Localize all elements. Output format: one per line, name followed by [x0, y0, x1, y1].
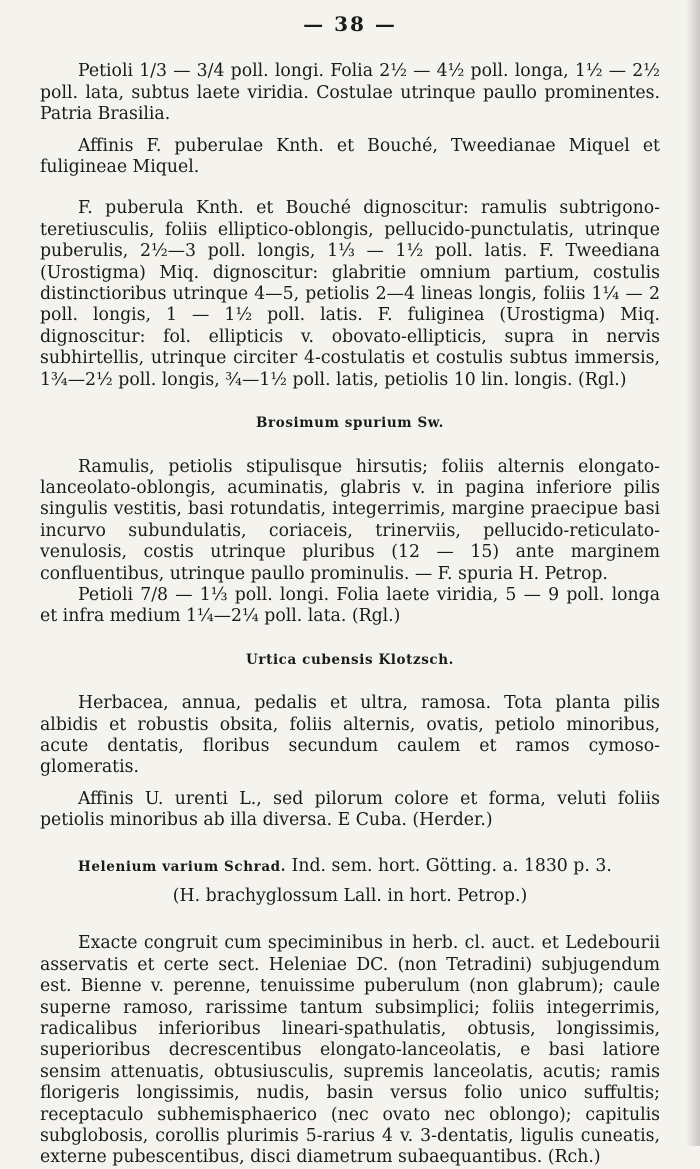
heading-urtica: Urtica cubensis Klotzsch. — [246, 651, 454, 668]
page-edge-shadow — [686, 0, 700, 1146]
helenium-synonym: (H. brachyglossum Lall. in hort. Petrop.) — [172, 886, 528, 906]
paragraph-affinis-ficus: Affinis F. puberulae Knth. et Bouché, Tweedianae Miquel et fuligineae Miquel. — [40, 135, 660, 178]
heading-brosimum: Brosimum spurium Sw. — [256, 415, 444, 432]
heading-helenium: Helenium varium Schrad. — [78, 858, 287, 875]
paragraph-urtica-description: Herbacea, annua, pedalis et ultra, ramosa. Tota planta pilis albidis et robustis obsita, foliis alternis, ovatis, petiolo minoribus, acute dentatis, floribus secundum caulem et ramos cymoso-glomeratis. — [40, 693, 660, 778]
paragraph-urtica-affinis: Affinis U. urenti L., sed pilorum colore et forma, veluti foliis petiolis minoribus ab illa diversa. E Cuba. (Herder.) — [40, 788, 660, 831]
paragraph-petioli: Petioli 1/3 — 3/4 poll. longi. Folia 2½ — 4½ poll. longa, 1½ — 2½ poll. lata, subtus laete viridia. Costulae utrinque paullo prominentes. Patria Brasilia. — [40, 61, 660, 125]
paragraph-brosimum-petioli: Petioli 7/8 — 1⅓ poll. longi. Folia laete viridia, 5 — 9 poll. longa et infra medium 1¼—2¼ poll. lata. (Rgl.) — [40, 584, 660, 627]
paragraph-brosimum-description: Ramulis, petiolis stipulisque hirsutis; foliis alternis elongato-lanceolato-oblongis, acuminatis, glabris v. in pagina inferiore pilis singulis vestitis, basi rotundatis, integerrimis, margine praecipue basi incurvo subundulatis, coriaceis, trinerviis, pellucido-reticulato-venulosis, costis utrinque pluribus (12 — 15) ante marginem confluentibus, utrinque paullo prominulis. — F. spuria H. Petrop. — [40, 456, 660, 584]
helenium-reference: Ind. sem. hort. Götting. a. 1830 p. 3. — [291, 855, 612, 876]
page-number: — 38 — — [303, 12, 397, 36]
heading-helenium-line — [40, 856, 660, 878]
paragraph-helenium-description: Exacte congruit cum speciminibus in herb. cl. auct. et Ledebourii asservatis et certe sect. Heleniae DC. (non Tetradini) subjugendum est. Bienne v. perenne, tenuissime puberulum (non glabrum); caule superne ramoso, rarissime tantum subsimplici; foliis integerrimis, radicalibus inferioribus lineari-spathulatis, obtusis, longissimis, superioribus decrescentibus elongato-lanceolatis, e basi latiore sensim attenuatis, obtusiusculis, supremis lanceolatis, acutis; ramis florigeris longissimis, nudis, basin versus folio unico suffultis; receptaculo subhemisphaerico (nec ovato nec oblongo); capitulis subglobosis, corollis plurimis 5-rarius 4 v. 3-dentatis, ligulis cuneatis, externe pubescentibus, disci diametrum subaequantibus. (Rch.) — [40, 933, 660, 1168]
page — [40, 14, 660, 1169]
paragraph-puberula: F. puberula Knth. et Bouché dignoscitur: ramulis subtrigono-teretiusculis, foliis elliptico-oblongis, pellucido-punctulatis, utrinque puberulis, 2½—3 poll. longis, 1⅓ — 1½ poll. latis. F. Tweediana (Urostigma) Miq. dignoscitur: glabritie omnium partium, costulis distinctioribus utrinque 4—5, petiolis 2—4 lineas longis, foliis 1¼ — 2 poll. longis, 1 — 1½ poll. latis. F. fuliginea (Urostigma) Miq. dignoscitur: fol. ellipticis v. obovato-ellipticis, supra in nervis subhirtellis, utrinque circiter 4-costulatis et costulis subtus immersis, 1¾—2½ poll. longis, ¾—1½ poll. latis, petiolis 10 lin. longis. (Rgl.) — [40, 198, 660, 390]
